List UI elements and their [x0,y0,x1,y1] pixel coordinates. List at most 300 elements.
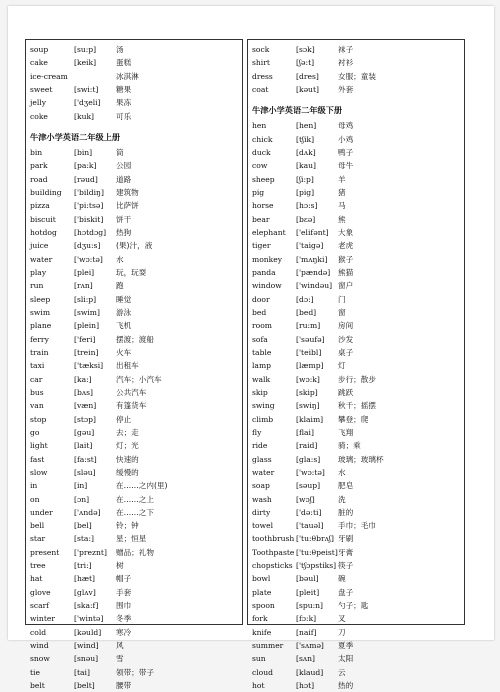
vocab-row [30,639,242,652]
vocab-meaning: 汽车；小汽车 [116,374,162,384]
vocab-phonetic: [səup] [296,481,321,491]
vocab-row [252,546,464,559]
vocab-row [30,599,242,612]
vocab-phonetic: [bɛə] [296,214,316,224]
vocab-meaning: 灯 [338,361,346,371]
vocab-row [252,133,464,146]
vocab-phonetic: [sɔk] [296,45,315,54]
vocab-row [30,652,242,665]
vocab-meaning: 树 [116,561,124,571]
vocab-phonetic: [pa:k] [74,161,97,171]
vocab-word: soap [252,481,270,491]
vocab-meaning: 女服；童装 [338,71,376,81]
vocab-row [252,413,464,426]
vocab-row [30,426,242,439]
vocab-column-right [247,39,465,691]
vocab-meaning: 手巾；毛巾 [338,521,376,531]
vocab-phonetic: ['windəu] [296,281,333,291]
vocab-meaning: 灯；光 [116,441,139,451]
vocab-meaning: 火车 [116,347,132,357]
vocab-phonetic: [sta:] [74,534,94,544]
vocab-phonetic: [gəu] [74,427,95,437]
vocab-word: slow [30,467,48,477]
vocab-phonetic: [fɔ:k] [296,614,317,624]
vocab-phonetic: [kau] [296,161,316,171]
vocab-meaning: 叉 [338,614,346,624]
vocab-meaning: 寒冷 [116,627,132,637]
vocab-row [30,293,242,306]
vocab-phonetic: [dʌk] [296,147,316,157]
vocab-word: winter [30,614,55,624]
vocab-row [30,319,242,332]
vocab-row [252,253,464,266]
vocab-word: building [30,187,62,197]
vocab-meaning: 在……之下 [116,507,154,517]
vocab-row [252,279,464,292]
vocab-phonetic: ['tʃɔpstiks] [296,561,337,571]
vocab-meaning: 筷子 [338,561,354,571]
vocab-meaning: 风 [116,641,124,651]
vocab-word: sheep [252,174,275,184]
vocab-meaning: 跳跃 [338,387,354,397]
vocab-phonetic: [stɔp] [74,414,96,424]
vocab-word: light [30,441,48,451]
vocab-phonetic: [gla:s] [296,454,321,464]
vocab-meaning: 热狗 [116,227,132,237]
vocab-row [30,70,242,83]
vocab-word: pig [252,187,265,197]
vocab-phonetic: ['tauəl] [296,521,324,531]
vocab-meaning: 沙发 [338,334,354,344]
vocab-phonetic: [kuk] [74,111,95,121]
vocab-meaning: 勺子；匙 [338,601,369,611]
vocab-phonetic: ['tu:θpeist] [296,547,338,557]
vocab-list-right-bottom [252,119,464,692]
vocab-meaning: 熊 [338,214,346,224]
vocab-row [252,213,464,226]
vocab-phonetic: [hɔ:s] [296,201,318,211]
section-heading-grade2-vol2: 牛津小学英语二年级下册 [252,105,343,116]
vocab-word: swing [252,401,275,411]
vocab-phonetic: ['ʌndə] [74,507,101,517]
vocab-meaning: 小鸡 [338,134,354,144]
vocab-phonetic: [bed] [296,307,317,317]
vocab-row [252,319,464,332]
vocab-word: coat [252,84,269,94]
vocab-word: play [30,267,47,277]
vocab-row [252,159,464,172]
vocab-row [30,466,242,479]
vocab-meaning: 在……之上 [116,494,154,504]
vocab-phonetic: [wɔ:k] [296,374,320,384]
vocab-phonetic: [sli:p] [74,294,97,304]
vocab-phonetic: [keik] [74,58,97,68]
vocab-word: wash [252,494,272,504]
vocab-meaning: 云 [338,667,346,677]
vocab-phonetic: [in] [74,481,88,491]
vocab-word: towel [252,521,274,531]
vocab-row [30,159,242,172]
vocab-word: go [30,427,40,437]
vocab-word: spoon [252,601,275,611]
vocab-meaning: 汤 [116,45,124,54]
vocab-row [252,333,464,346]
vocab-row [30,679,242,692]
vocab-row [252,266,464,279]
vocab-row [252,146,464,159]
vocab-word: knife [252,627,272,637]
vocab-word: dirty [252,507,271,517]
vocab-row [252,70,464,83]
vocab-row [30,333,242,346]
vocab-row [30,199,242,212]
vocab-meaning: 老虎 [338,241,354,251]
vocab-row [252,652,464,665]
vocab-meaning: 马 [338,201,346,211]
vocab-row [30,213,242,226]
vocab-row [252,519,464,532]
vocab-word: scarf [30,601,50,611]
vocab-meaning: (果)汁，液 [116,241,153,251]
vocab-word: climb [252,414,274,424]
vocab-row [252,56,464,69]
vocab-row [252,506,464,519]
vocab-phonetic: [trein] [74,347,99,357]
vocab-meaning: 秋千；摇摆 [338,401,376,411]
vocab-word: car [30,374,43,384]
vocab-row [30,399,242,412]
vocab-meaning: 跑 [116,281,124,291]
vocab-meaning: 饼干 [116,214,132,224]
vocab-row [30,186,242,199]
vocab-row [252,426,464,439]
vocab-word: tie [30,667,40,677]
vocab-meaning: 袜子 [338,45,354,54]
vocab-row [252,453,464,466]
vocab-row [30,386,242,399]
vocab-row [252,586,464,599]
vocab-row [30,439,242,452]
vocab-phonetic: ['mʌŋki] [296,254,328,264]
vocab-meaning: 公共汽车 [116,387,147,397]
vocab-row [30,586,242,599]
vocab-meaning: 门 [338,294,346,304]
vocab-row [252,466,464,479]
vocab-meaning: 蛋糕 [116,58,132,68]
vocab-word: summer [252,641,284,651]
vocab-word: skip [252,387,268,397]
vocab-row [252,612,464,625]
vocab-meaning: 刀 [338,627,346,637]
vocab-phonetic: [bel] [74,521,92,531]
vocab-meaning: 骑；乘 [338,441,361,451]
vocab-meaning: 猪 [338,187,346,197]
vocab-word: window [252,281,282,291]
vocab-meaning: 冰淇淋 [116,71,139,81]
vocab-word: van [30,401,44,411]
vocab-phonetic: [spu:n] [296,601,324,611]
vocab-phonetic: ['tu:θbrʌʃ] [296,534,334,544]
vocab-list-left-top [30,43,242,123]
vocab-row [252,346,464,359]
vocab-row [30,226,242,239]
vocab-phonetic: [pleit] [296,587,320,597]
vocab-word: sofa [252,334,268,344]
vocab-meaning: 猴子 [338,254,354,264]
vocab-phonetic: ['tæksi] [74,361,104,371]
vocab-phonetic: [wɔʃ] [296,494,315,504]
vocab-phonetic: [sʌn] [296,654,316,664]
vocab-meaning: 缓慢的 [116,467,139,477]
vocab-meaning: 步行；散步 [338,374,376,384]
vocab-row [30,146,242,159]
vocab-column-left [25,39,243,691]
vocab-phonetic: [hæt] [74,574,96,584]
vocab-phonetic: ['taigə] [296,241,324,251]
vocab-meaning: 冬季 [116,614,132,624]
vocab-word: biscuit [30,214,56,224]
vocab-word: panda [252,267,276,277]
vocab-row [252,226,464,239]
vocab-row [30,56,242,69]
vocab-row [30,559,242,572]
vocab-word: fork [252,614,268,624]
vocab-word: swim [30,307,51,317]
vocab-word: belt [30,681,45,691]
vocab-word: duck [252,147,271,157]
vocab-word: shirt [252,58,270,68]
vocab-row [30,519,242,532]
vocab-meaning: 在……之内(里) [116,481,168,491]
vocab-meaning: 衬衫 [338,58,354,68]
vocab-meaning: 羊 [338,174,346,184]
vocab-row [30,43,242,56]
vocab-row [252,532,464,545]
vocab-word: run [30,281,44,291]
vocab-word: road [30,174,48,184]
vocab-row [30,479,242,492]
vocab-list-right-top [252,43,464,96]
vocab-word: cake [30,58,48,68]
vocab-word: chopsticks [252,561,293,571]
vocab-meaning: 水 [116,254,124,264]
vocab-word: juice [30,241,49,251]
vocab-row [252,306,464,319]
vocab-row [252,293,464,306]
vocab-phonetic: [tri:] [74,561,92,571]
vocab-phonetic: [tai] [74,667,90,677]
vocab-phonetic: [flai] [296,427,314,437]
vocab-meaning: 外套 [338,84,354,94]
vocab-meaning: 太阳 [338,654,354,664]
vocab-row [252,479,464,492]
vocab-row [30,306,242,319]
vocab-row [252,199,464,212]
vocab-row [30,626,242,639]
vocab-phonetic: [klaud] [296,667,324,677]
vocab-phonetic: ['səufə] [296,334,325,344]
vocab-phonetic: [swim] [74,307,100,317]
vocab-phonetic: [glʌv] [74,587,96,597]
section-heading-grade2-vol1: 牛津小学英语二年级上册 [30,131,121,142]
vocab-row [30,506,242,519]
vocab-row [252,119,464,132]
vocab-phonetic: [dɔ:] [296,294,314,304]
vocab-row [30,612,242,625]
vocab-word: plate [252,587,272,597]
vocab-meaning: 领带；带子 [116,667,154,677]
vocab-row [30,96,242,109]
vocab-phonetic: [tʃik] [296,134,315,144]
vocab-meaning: 攀登；爬 [338,414,369,424]
vocab-row [30,546,242,559]
vocab-row [30,359,242,372]
vocab-meaning: 飞翔 [338,427,354,437]
vocab-word: fast [30,454,45,464]
vocab-meaning: 建筑物 [116,187,139,197]
vocab-word: on [30,494,40,504]
vocab-phonetic: [ka:] [74,374,92,384]
vocab-phonetic: [læmp] [296,361,324,371]
vocab-row [252,43,464,56]
vocab-word: tree [30,561,46,571]
vocab-word: Toothpaste [252,547,295,557]
vocab-phonetic: [væn] [74,401,97,411]
vocab-word: park [30,161,48,171]
vocab-meaning: 热的 [338,681,354,691]
vocab-word: sock [252,45,270,54]
vocab-meaning: 夏季 [338,641,354,651]
vocab-meaning: 母鸡 [338,121,354,131]
vocab-word: door [252,294,270,304]
vocab-word: bus [30,387,44,397]
vocab-word: cold [30,627,47,637]
vocab-row [252,493,464,506]
vocab-meaning: 雪 [116,654,124,664]
vocab-row [252,639,464,652]
vocab-meaning: 去；走 [116,427,139,437]
vocab-meaning: 玩，玩耍 [116,267,147,277]
vocab-phonetic: [plein] [74,321,100,331]
vocab-phonetic: [kəuld] [74,627,102,637]
vocab-word: tiger [252,241,271,251]
vocab-word: hat [30,574,43,584]
vocab-meaning: 大象 [338,227,354,237]
vocab-row [30,279,242,292]
vocab-row [30,83,242,96]
vocab-row [252,572,464,585]
vocab-word: horse [252,201,274,211]
vocab-phonetic: [ʃi:p] [296,174,314,184]
vocab-phonetic: [raid] [296,441,318,451]
vocab-word: water [30,254,53,264]
vocab-phonetic: [lait] [74,441,93,451]
vocab-word: fly [252,427,262,437]
vocab-word: walk [252,374,271,384]
vocab-phonetic: [dʒu:s] [74,241,101,251]
vocab-word: bear [252,214,270,224]
vocab-meaning: 出租车 [116,361,139,371]
vocab-phonetic: [rʌn] [74,281,93,291]
vocab-phonetic: [hen] [296,121,317,131]
vocab-meaning: 围巾 [116,601,132,611]
vocab-phonetic: ['biskit] [74,214,104,224]
vocab-row [252,679,464,692]
vocab-meaning: 停止 [116,414,132,424]
vocab-phonetic: [su:p] [74,45,97,54]
vocab-row [30,110,242,123]
vocab-meaning: 腰带 [116,681,132,691]
vocab-meaning: 星；恒星 [116,534,147,544]
vocab-meaning: 脏的 [338,507,354,517]
vocab-row [30,239,242,252]
vocab-word: wind [30,641,49,651]
vocab-meaning: 果冻 [116,98,132,108]
vocab-phonetic: ['wɔ:tə] [74,254,103,264]
vocab-phonetic: [dres] [296,71,319,81]
vocab-word: ferry [30,334,49,344]
vocab-meaning: 鸭子 [338,147,354,157]
vocab-row [30,532,242,545]
vocab-word: elephant [252,227,286,237]
vocab-word: taxi [30,361,45,371]
vocab-word: chick [252,134,273,144]
vocab-meaning: 洗 [338,494,346,504]
vocab-meaning: 快速的 [116,454,139,464]
vocab-meaning: 比萨饼 [116,201,139,211]
vocab-phonetic: ['dʒeli] [74,98,101,108]
vocab-list-left-bottom [30,146,242,692]
vocab-meaning: 飞机 [116,321,132,331]
vocab-word: sun [252,654,266,664]
vocab-phonetic: [snəu] [74,654,99,664]
vocab-row [252,559,464,572]
vocab-word: bed [252,307,267,317]
vocab-word: ride [252,441,268,451]
vocab-word: glass [252,454,272,464]
vocab-meaning: 碗 [338,574,346,584]
vocab-row [30,173,242,186]
vocab-word: in [30,481,38,491]
vocab-word: cloud [252,667,274,677]
vocab-meaning: 牙膏 [338,547,354,557]
vocab-meaning: 熊猫 [338,267,354,277]
vocab-word: lamp [252,361,272,371]
vocab-phonetic: ['elifənt] [296,227,329,237]
vocab-meaning: 摆渡；渡船 [116,334,154,344]
vocab-word: table [252,347,272,357]
vocab-row [30,453,242,466]
vocab-row [252,373,464,386]
vocab-word: star [30,534,46,544]
vocab-phonetic: [naif] [296,627,317,637]
vocab-phonetic: ['sʌmə] [296,641,324,651]
vocab-phonetic: [skip] [296,387,318,397]
vocab-word: room [252,321,272,331]
vocab-phonetic: [plei] [74,267,95,277]
vocab-meaning: 铃；钟 [116,521,139,531]
vocab-meaning: 窗 [338,307,346,317]
vocab-row [252,386,464,399]
vocab-phonetic: [sləu] [74,467,96,477]
vocab-phonetic: [kəut] [296,84,319,94]
vocab-word: glove [30,587,51,597]
vocab-meaning: 肥皂 [338,481,354,491]
vocab-row [30,413,242,426]
vocab-phonetic: [hɔt] [296,681,315,691]
vocab-meaning: 公园 [116,161,132,171]
vocab-word: plane [30,321,52,331]
